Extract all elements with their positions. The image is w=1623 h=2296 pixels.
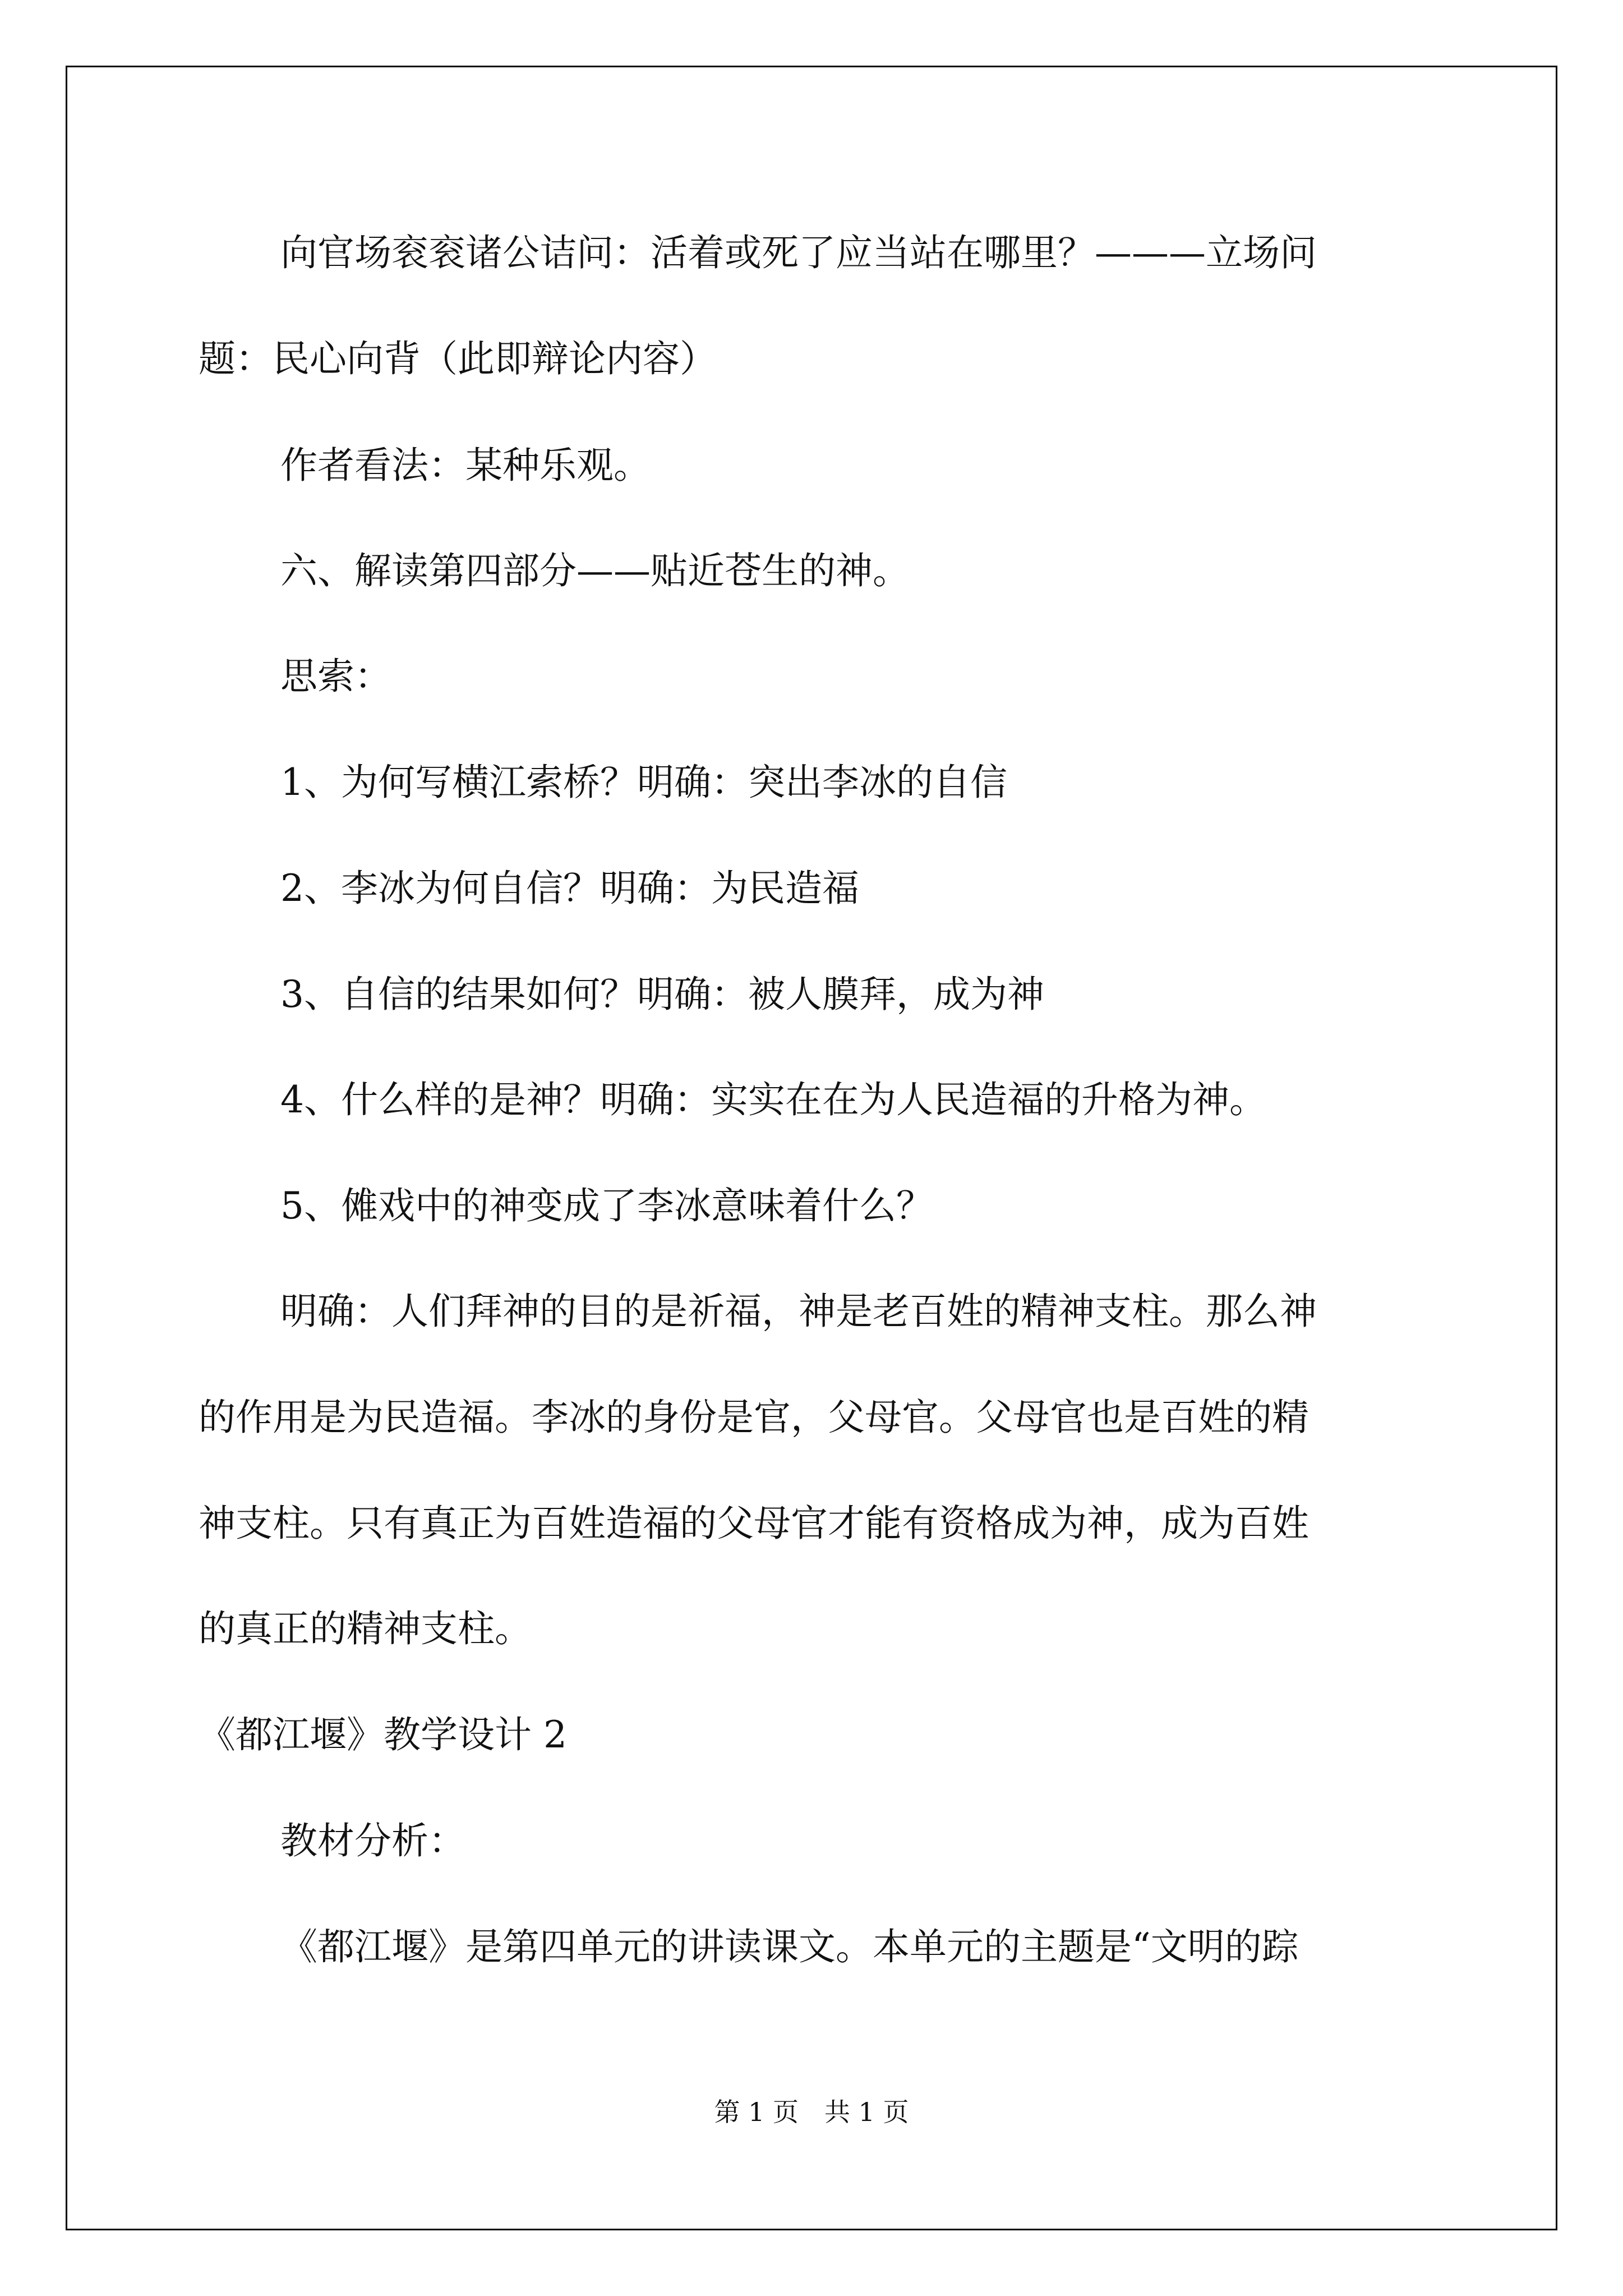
section-heading-part-four: 六、解读第四部分——贴近苍生的神。 [280, 549, 910, 592]
list-item-1: 1、为何写横江索桥？明确：突出李冰的自信 [280, 761, 1007, 804]
list-item-2: 2、李冰为何自信？明确：为民造福 [280, 867, 859, 910]
list-item-5: 5、傩戏中的神变成了李冰意味着什么？ [280, 1184, 933, 1227]
paragraph-line-5: 思索： [280, 655, 391, 698]
paragraph-line-2: 题：民心向背（此即辩论内容） [199, 337, 717, 380]
page-border [66, 66, 1557, 2230]
paragraph-line-12: 的作用是为民造福。李冰的身份是官，父母官。父母官也是百姓的精 [199, 1396, 1309, 1439]
page-footer: 第 1 页 共 1 页 [714, 2097, 909, 2127]
paragraph-line-16: 教材分析： [280, 1819, 465, 1862]
paragraph-line-11: 明确：人们拜神的目的是祈福，神是老百姓的精神支柱。那么神 [280, 1290, 1317, 1333]
paragraph-line-13: 神支柱。只有真正为百姓造福的父母官才能有资格成为神，成为百姓 [199, 1502, 1309, 1545]
paragraph-line-1: 向官场衮衮诸公诘问：活着或死了应当站在哪里？———立场问 [280, 231, 1317, 274]
paragraph-line-17: 《都江堰》是第四单元的讲读课文。本单元的主题是“文明的踪 [280, 1925, 1299, 1968]
document-section-title: 《都江堰》教学设计 2 [199, 1713, 567, 1756]
paragraph-line-14: 的真正的精神支柱。 [199, 1607, 532, 1650]
paragraph-line-3: 作者看法：某种乐观。 [280, 444, 651, 487]
list-item-4: 4、什么样的是神？明确：实实在在为人民造福的升格为神。 [280, 1078, 1266, 1121]
list-item-3: 3、自信的结果如何？明确：被人膜拜，成为神 [280, 973, 1044, 1016]
